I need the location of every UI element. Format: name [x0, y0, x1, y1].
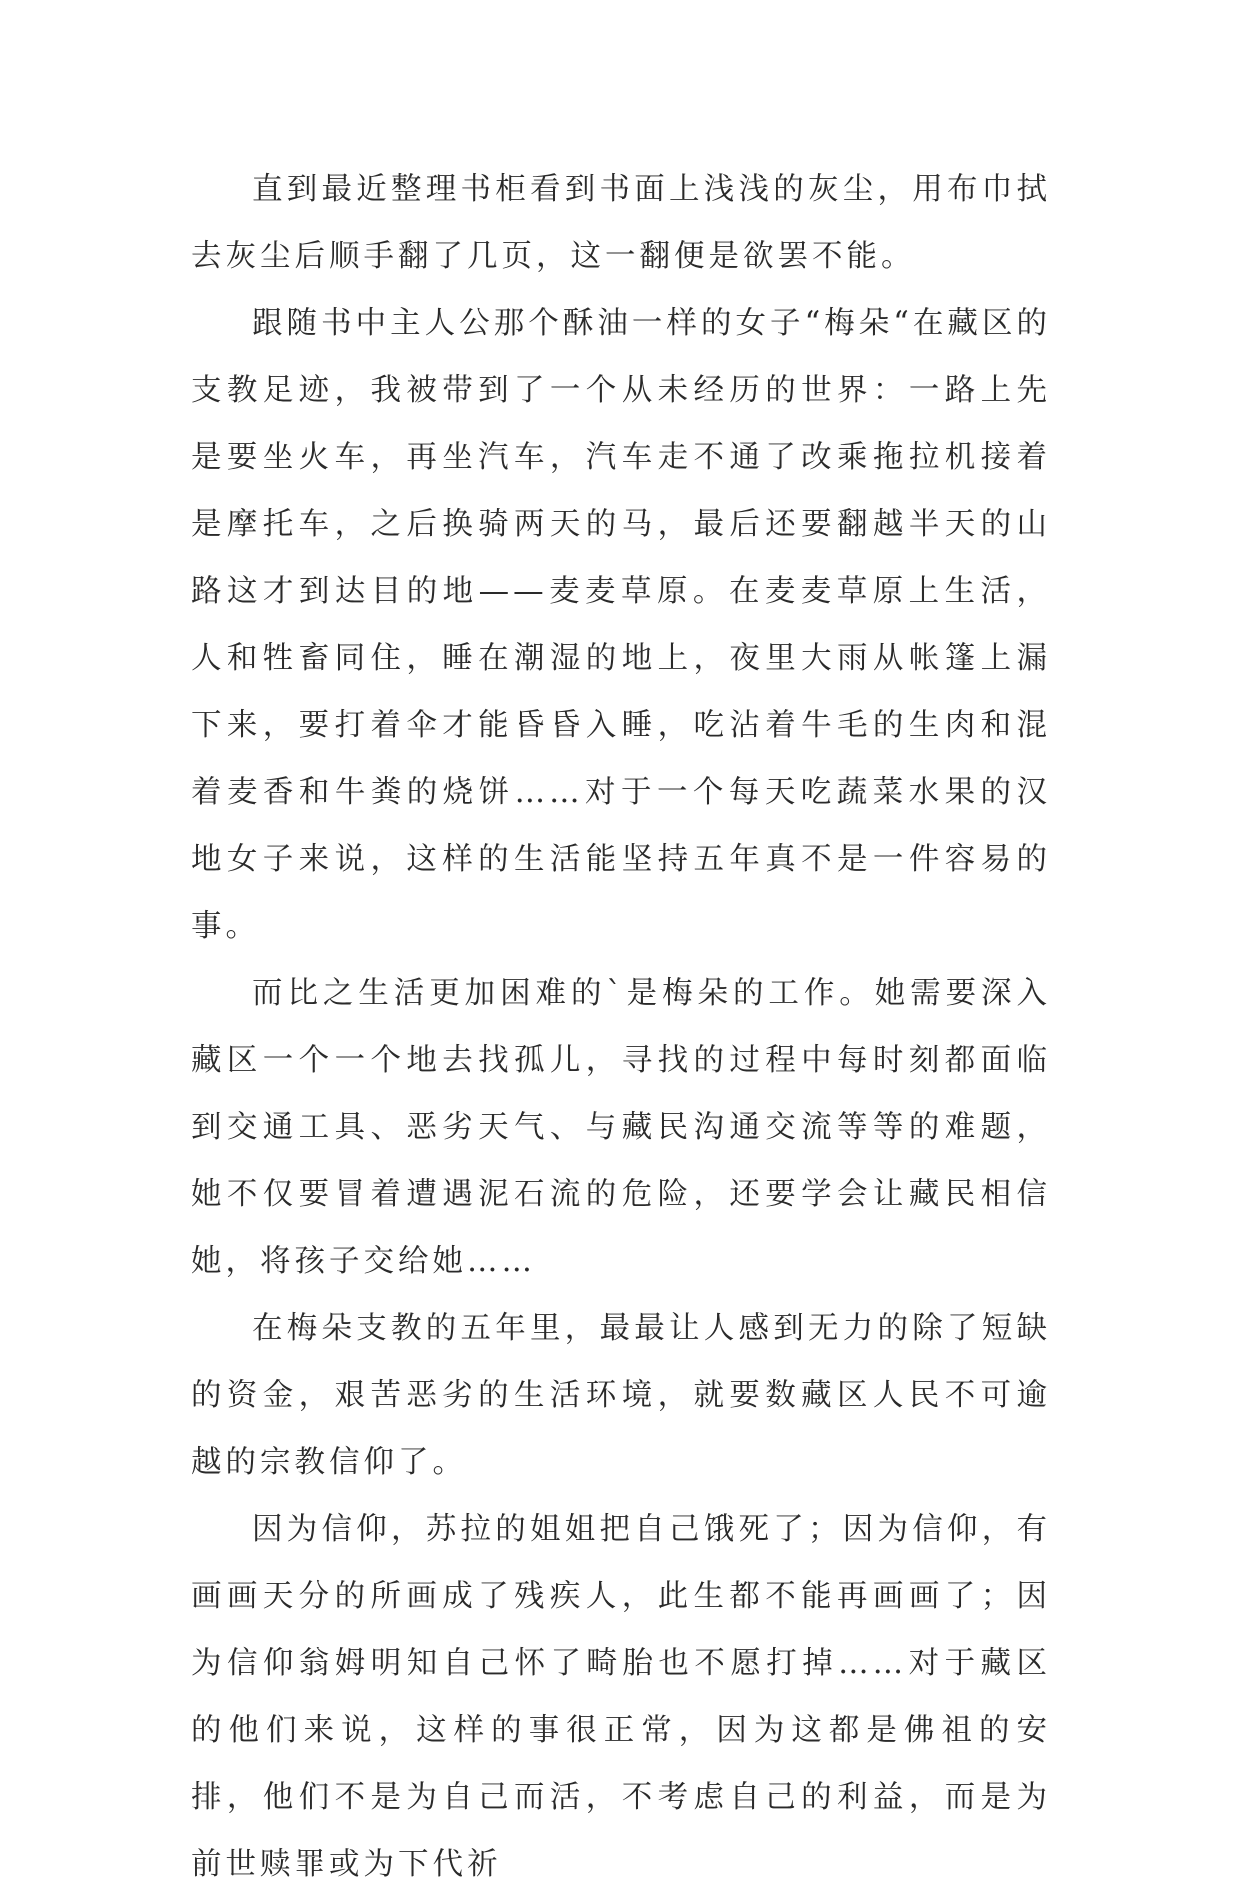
- paragraph: 而比之生活更加困难的`是梅朵的工作。她需要深入藏区一个一个地去找孤儿，寻找的过程中每时刻都面临到交通工具、恶劣天气、与藏民沟通交流等等的难题，她不仅要冒着遭遇泥石流的危险，还要学会让藏民相信她，将孩子交给她……: [191, 976, 1051, 1279]
- document-body: [191, 156, 1051, 1898]
- paragraph: 因为信仰，苏拉的姐姐把自己饿死了；因为信仰，有画画天分的所画成了残疾人，此生都不能再画画了；因为信仰翁姆明知自己怀了畸胎也不愿打掉……对于藏区的他们来说，这样的事很正常，因为这都是佛祖的安排，他们不是为自己而活，不考虑自己的利益，而是为前世赎罪或为下代祈: [191, 1512, 1051, 1882]
- paragraph: 在梅朵支教的五年里，最最让人感到无力的除了短缺的资金，艰苦恶劣的生活环境，就要数藏区人民不可逾越的宗教信仰了。: [191, 1311, 1051, 1480]
- paragraph: 跟随书中主人公那个酥油一样的女子“梅朵“在藏区的支教足迹，我被带到了一个从未经历的世界：一路上先是要坐火车，再坐汽车，汽车走不通了改乘拖拉机接着是摩托车，之后换骑两天的马，最后还要翻越半天的山路这才到达目的地——麦麦草原。在麦麦草原上生活，人和牲畜同住，睡在潮湿的地上，夜里大雨从帐篷上漏下来，要打着伞才能昏昏入睡，吃沾着牛毛的生肉和混着麦香和牛粪的烧饼……对于一个每天吃蔬菜水果的汉地女子来说，这样的生活能坚持五年真不是一件容易的事。: [191, 306, 1051, 944]
- paragraph: 直到最近整理书柜看到书面上浅浅的灰尘，用布巾拭去灰尘后顺手翻了几页，这一翻便是欲罢不能。: [191, 172, 1051, 274]
